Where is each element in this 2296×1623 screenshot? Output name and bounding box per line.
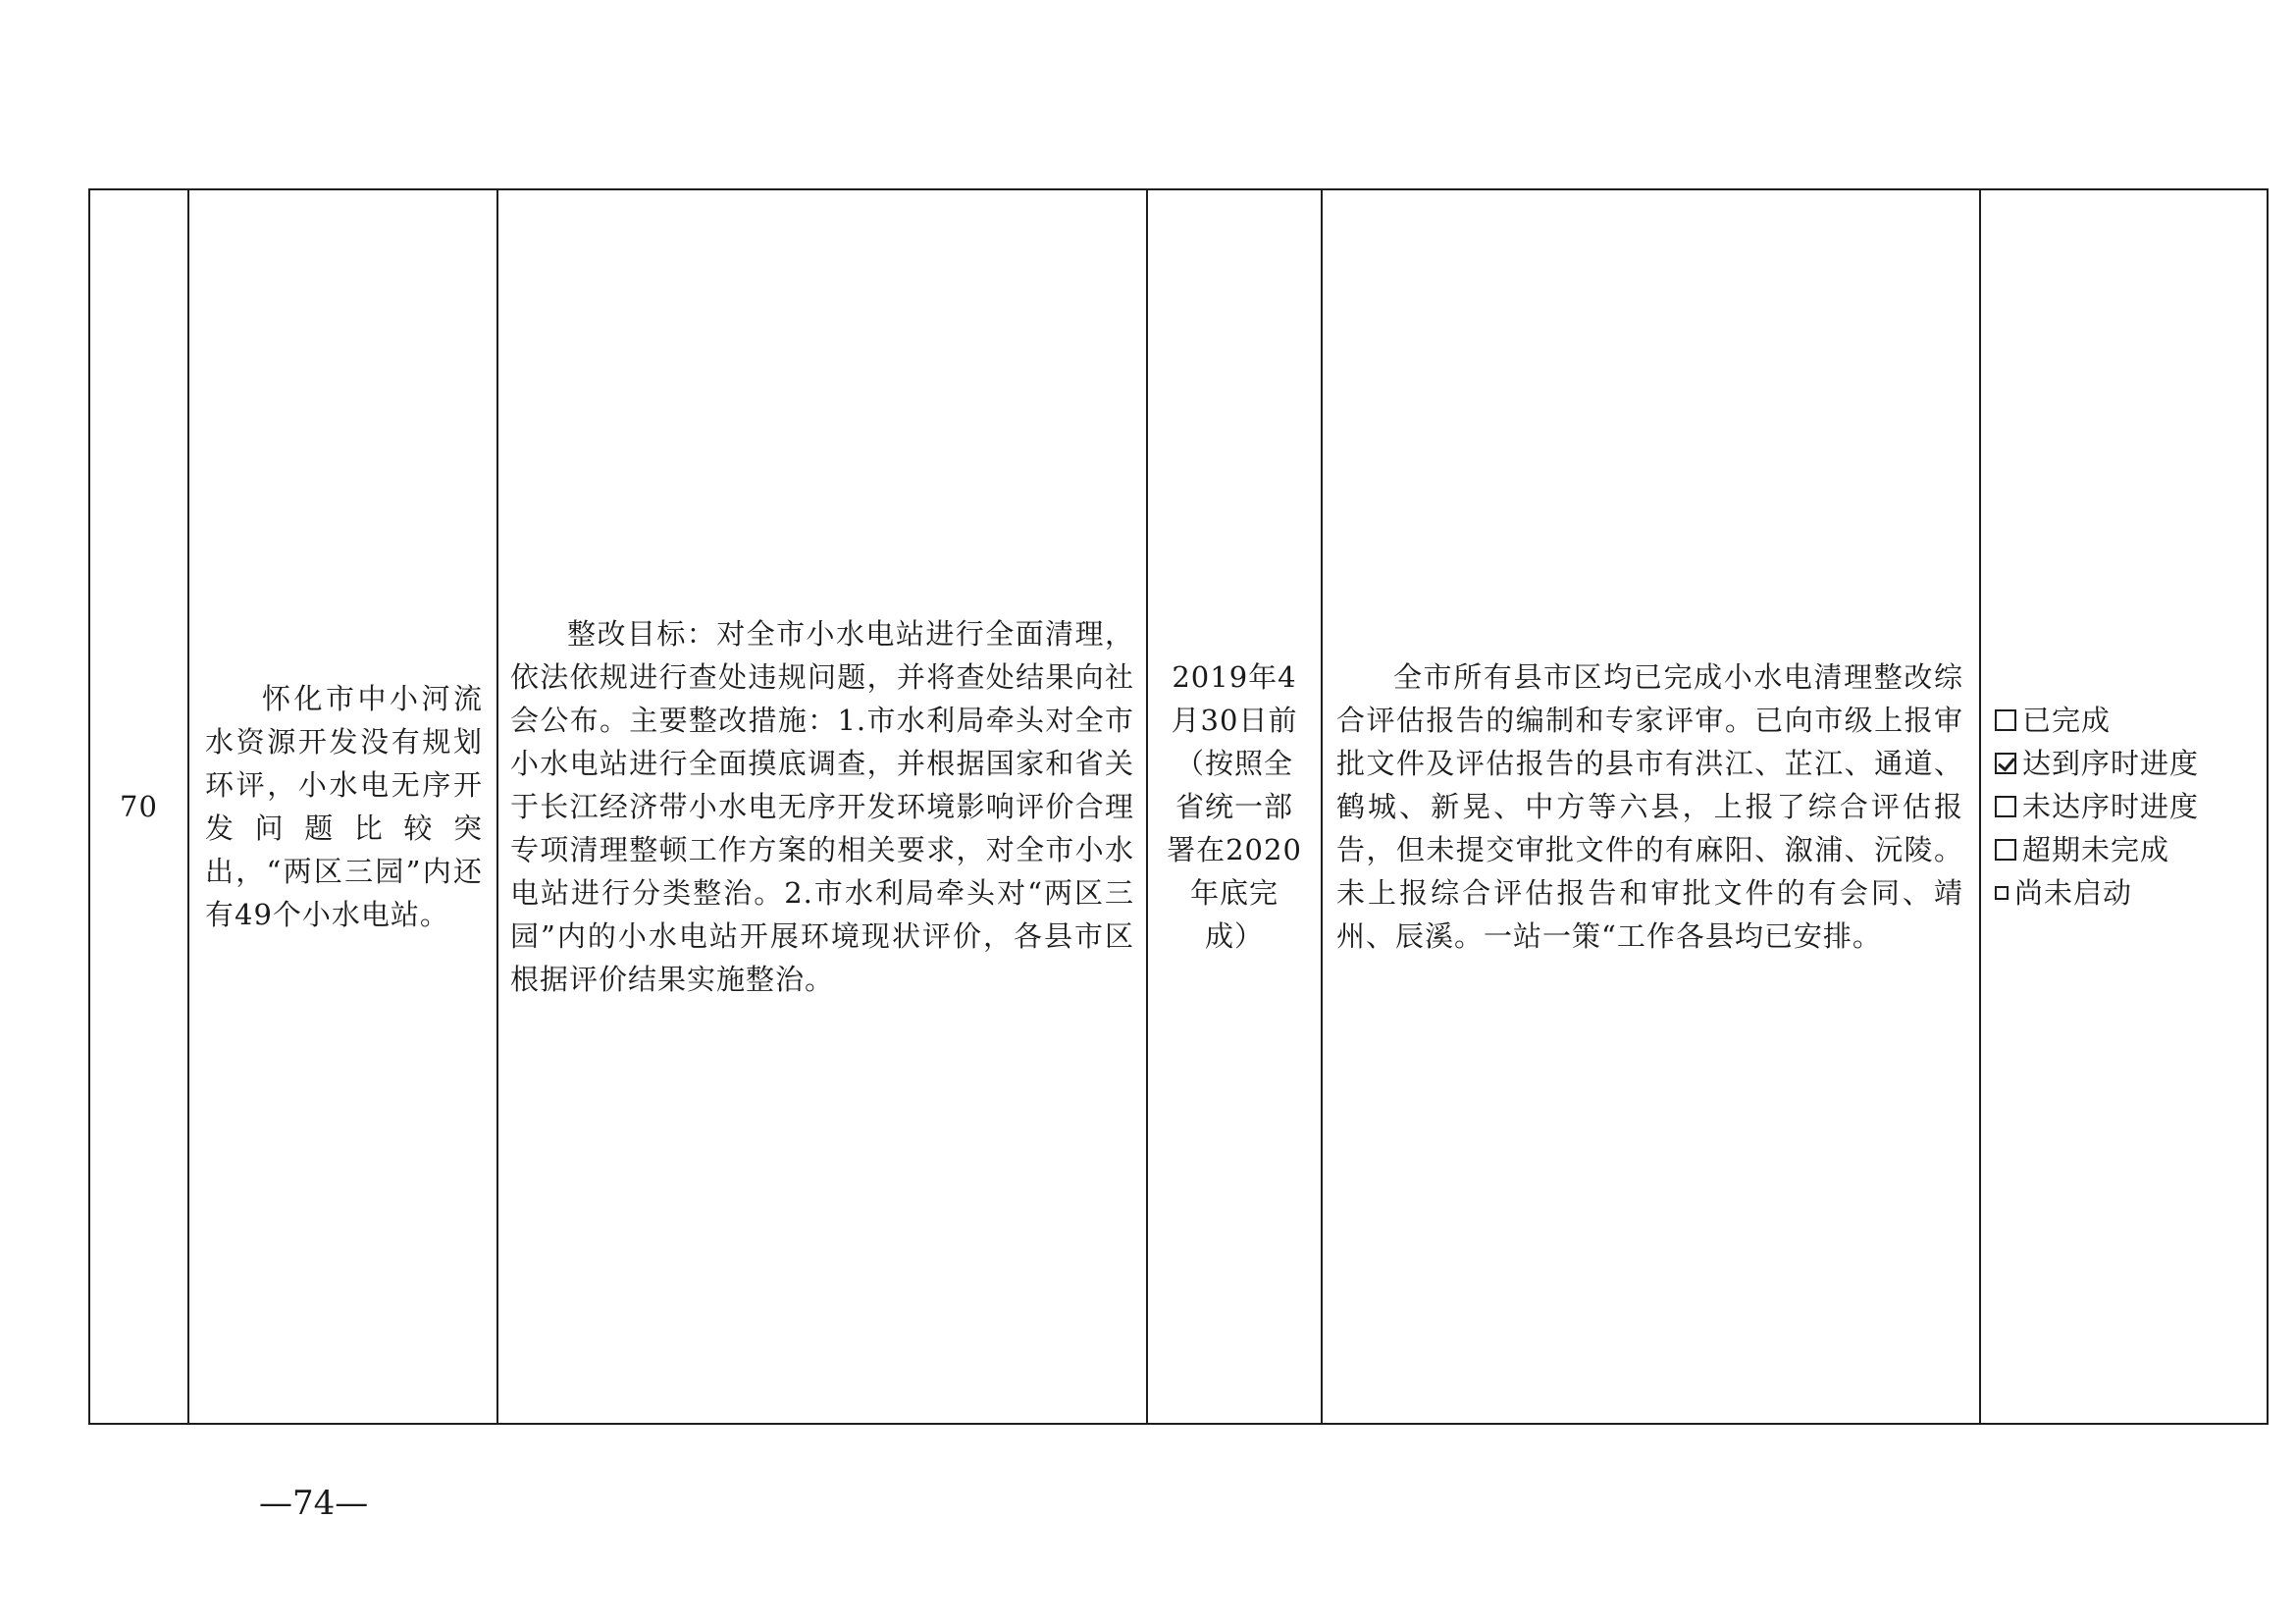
deadline-line: 月30日前 <box>1171 704 1298 737</box>
page-number: —74— <box>259 1484 369 1523</box>
status-cell <box>1980 189 2268 1424</box>
deadline-line: 成） <box>1204 919 1264 953</box>
status-label: 未达序时进度 <box>2022 790 2200 823</box>
rectification-table <box>88 188 2269 1425</box>
status-option-completed[interactable] <box>1995 699 2267 742</box>
deadline-line: 署在2020 <box>1167 833 1302 866</box>
row-number-cell <box>89 189 188 1424</box>
status-option-on-schedule[interactable] <box>1995 742 2267 785</box>
status-option-not-started[interactable] <box>1995 871 2267 915</box>
problem-text: 怀化市中小河流水资源开发没有规划环评，小水电无序开发问题比较突出，“两区三园”内还有49个小水电站。 <box>205 682 483 931</box>
status-option-behind-schedule[interactable] <box>1995 785 2267 828</box>
checkbox-icon[interactable] <box>1995 796 2016 817</box>
deadline-line: 年底完 <box>1189 876 1278 910</box>
status-option-overdue[interactable] <box>1995 828 2267 871</box>
table-row <box>89 189 2268 1424</box>
progress-text: 全市所有县市区均已完成小水电清理整改综合评估报告的编制和专家评审。已向市级上报审批文件及评估报告的县市有洪江、芷江、通道、鹤城、新晃、中方等六县，上报了综合评估报告，但未提交审批文件的有麻阳、溆浦、沅陵。未上报综合评估报告和审批文件的有会同、靖州、辰溪。一站一策“工作各县均已安排。 <box>1336 660 1963 953</box>
measures-text: 整改目标：对全市小水电站进行全面清理，依法依规进行查处违规问题，并将查处结果向社会公布。主要整改措施：1.市水利局牵头对全市小水电站进行全面摸底调查，并根据国家和省关于长江经济带小水电无序开发环境影响评价合理专项清理整顿工作方案的相关要求，对全市小水电站进行分类整治。2.市水利局牵头对“两区三园”内的小水电站开展环境现状评价，各县市区根据评价结果实施整治。 <box>510 617 1134 996</box>
status-label: 已完成 <box>2022 704 2112 737</box>
status-checklist <box>1981 699 2267 915</box>
progress-cell <box>1322 189 1980 1424</box>
status-label: 尚未启动 <box>2014 876 2133 910</box>
deadline-line: （按照全 <box>1174 747 1293 780</box>
deadline-line: 2019年4 <box>1172 660 1297 694</box>
checkbox-icon[interactable] <box>1995 709 2016 731</box>
checkbox-checked-icon[interactable] <box>1995 753 2016 774</box>
deadline-cell <box>1147 189 1322 1424</box>
measures-cell <box>497 189 1147 1424</box>
checkbox-icon[interactable] <box>1995 886 2009 900</box>
row-number: 70 <box>120 790 158 823</box>
status-label: 达到序时进度 <box>2022 747 2200 780</box>
status-label: 超期未完成 <box>2022 833 2170 866</box>
deadline-line: 省统一部 <box>1174 790 1293 823</box>
checkbox-icon[interactable] <box>1995 839 2016 861</box>
problem-cell <box>188 189 497 1424</box>
